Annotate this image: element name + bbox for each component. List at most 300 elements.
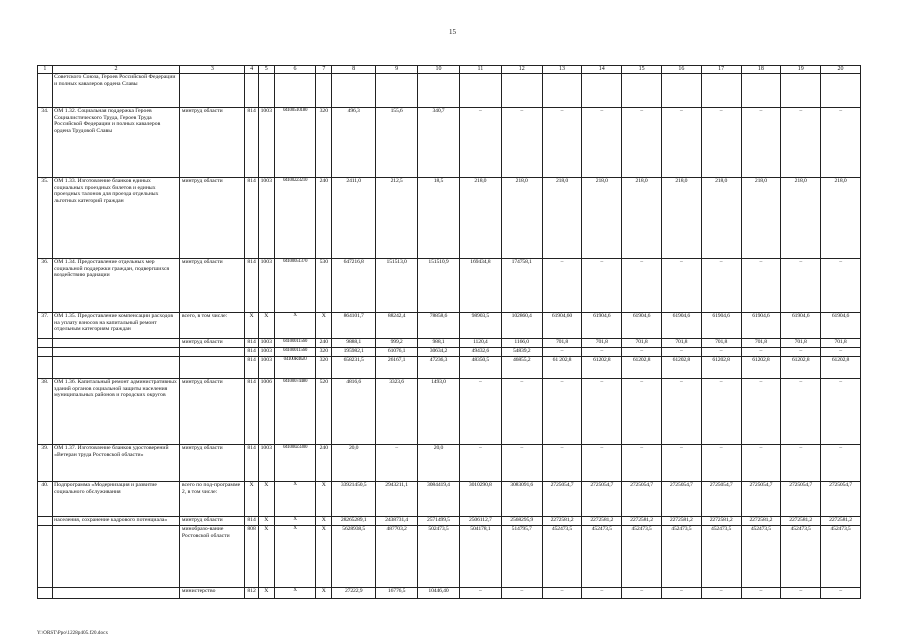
executor: минтруд области bbox=[180, 339, 245, 348]
amount-cell: 47236,3 bbox=[418, 357, 460, 379]
amount-cell: 61904,6 bbox=[781, 313, 821, 339]
activity-name bbox=[52, 588, 180, 599]
amount-cell: – bbox=[821, 379, 861, 445]
amount-cell: 514795,7 bbox=[501, 526, 542, 588]
code-grbs: X bbox=[245, 482, 259, 517]
executor: минтруд области bbox=[180, 259, 245, 313]
row-number: 38. bbox=[38, 379, 53, 445]
executor bbox=[180, 357, 245, 379]
code-section: 1003 bbox=[258, 357, 274, 379]
amount-cell: 61202,8 bbox=[582, 357, 622, 379]
amount-cell: 218,0 bbox=[622, 178, 662, 259]
amount-cell: 452473,5 bbox=[741, 526, 781, 588]
code-section: 1003 bbox=[258, 108, 274, 178]
amount-cell: 27222,9 bbox=[332, 588, 376, 599]
code-grbs: 814 bbox=[245, 259, 259, 313]
amount-cell: 88242,4 bbox=[376, 313, 418, 339]
column-header: 14 bbox=[582, 66, 622, 74]
amount-cell: 3323,6 bbox=[376, 379, 418, 445]
amount-cell: 218,0 bbox=[459, 178, 501, 259]
amount-cell: – bbox=[781, 445, 821, 482]
amount-cell: 18,5 bbox=[418, 178, 460, 259]
table-row bbox=[38, 357, 861, 379]
amount-cell: 218,0 bbox=[821, 178, 861, 259]
code-grbs: 814 bbox=[245, 379, 259, 445]
amount-cell: 61904,6 bbox=[821, 313, 861, 339]
executor: минтруд области bbox=[180, 379, 245, 445]
column-header: 17 bbox=[701, 66, 741, 74]
code-section: 1003 bbox=[258, 178, 274, 259]
activity-name: ОМ 1.37. Изготовление бланков удостоверений «Ветеран труда Ростовской области» bbox=[52, 445, 180, 482]
amount-cell: 452473,5 bbox=[701, 526, 741, 588]
amount-cell: 701,8 bbox=[781, 339, 821, 348]
amount-cell bbox=[701, 74, 741, 108]
column-header: 11 bbox=[459, 66, 501, 74]
executor: минтруд области bbox=[180, 108, 245, 178]
amount-cell: 33921450,5 bbox=[332, 482, 376, 517]
amount-cell: – bbox=[622, 588, 662, 599]
row-number bbox=[38, 357, 53, 379]
amount-cell: 2272581,2 bbox=[741, 517, 781, 526]
amount-cell bbox=[661, 74, 701, 108]
amount-cell: 988,1 bbox=[418, 339, 460, 348]
amount-cell: 2725054,7 bbox=[582, 482, 622, 517]
column-header: 10 bbox=[418, 66, 460, 74]
footer-file-path: Y:\ORST\Ppo\1228p405.f20.docx bbox=[37, 631, 109, 636]
amount-cell: 98903,5 bbox=[459, 313, 501, 339]
code-grbs: 814 bbox=[245, 357, 259, 379]
code-section: 1006 bbox=[258, 379, 274, 445]
amount-cell: – bbox=[501, 445, 542, 482]
amount-cell: 658231,5 bbox=[332, 357, 376, 379]
executor bbox=[180, 348, 245, 357]
executor: министерство bbox=[180, 588, 245, 599]
amount-cell: 999,2 bbox=[376, 339, 418, 348]
code-section: X bbox=[258, 517, 274, 526]
activity-name bbox=[52, 339, 180, 348]
row-number: 35. bbox=[38, 178, 53, 259]
amount-cell: – bbox=[459, 445, 501, 482]
column-header: 2 bbox=[52, 66, 180, 74]
amount-cell: 212,5 bbox=[376, 178, 418, 259]
amount-cell: – bbox=[661, 348, 701, 357]
amount-cell: 452473,5 bbox=[582, 526, 622, 588]
code-expense-type: X bbox=[316, 313, 332, 339]
code-grbs: 812 bbox=[245, 588, 259, 599]
column-header: 7 bbox=[316, 66, 332, 74]
amount-cell bbox=[741, 74, 781, 108]
code-section bbox=[258, 74, 274, 108]
amount-cell: 2571499,5 bbox=[418, 517, 460, 526]
amount-cell: 28265289,1 bbox=[332, 517, 376, 526]
amount-cell: 102860,4 bbox=[501, 313, 542, 339]
table-row bbox=[38, 445, 861, 482]
row-number bbox=[38, 348, 53, 357]
column-header: 8 bbox=[332, 66, 376, 74]
activity-name: Подпрограмма «Модернизация и развитие социального обслуживания bbox=[52, 482, 180, 517]
executor: минтруд области bbox=[180, 178, 245, 259]
column-header: 4 bbox=[245, 66, 259, 74]
amount-cell: – bbox=[582, 588, 622, 599]
row-number bbox=[38, 588, 53, 599]
table-row bbox=[38, 108, 861, 178]
amount-cell bbox=[332, 74, 376, 108]
column-header: 16 bbox=[661, 66, 701, 74]
row-number: 39. bbox=[38, 445, 53, 482]
amount-cell: 155,6 bbox=[376, 108, 418, 178]
column-header: 5 bbox=[258, 66, 274, 74]
amount-cell: 340,7 bbox=[418, 108, 460, 178]
amount-cell: 2272581,2 bbox=[781, 517, 821, 526]
code-grbs: 814 bbox=[245, 178, 259, 259]
executor: минобразо-вание Ростовской области bbox=[180, 526, 245, 588]
code-target: X bbox=[274, 588, 316, 599]
amount-cell: 496,3 bbox=[332, 108, 376, 178]
code-target: 04100074480 bbox=[274, 379, 316, 445]
code-expense-type: 520 bbox=[316, 379, 332, 445]
amount-cell bbox=[459, 74, 501, 108]
amount-cell bbox=[821, 74, 861, 108]
table-row bbox=[38, 348, 861, 357]
amount-cell: – bbox=[661, 588, 701, 599]
amount-cell: 61904,6 bbox=[741, 313, 781, 339]
amount-cell: 61 202,8 bbox=[542, 357, 582, 379]
amount-cell: 452473,5 bbox=[821, 526, 861, 588]
amount-cell bbox=[622, 74, 662, 108]
row-number: 34. bbox=[38, 108, 53, 178]
amount-cell: 452473,5 bbox=[661, 526, 701, 588]
code-expense-type: X bbox=[316, 526, 332, 588]
amount-cell: 61076,1 bbox=[376, 348, 418, 357]
amount-cell: – bbox=[701, 259, 741, 313]
amount-cell: – bbox=[376, 445, 418, 482]
activity-name: Советского Союза, Героев Российской Федерации и полных кавалеров ордена Славы bbox=[52, 74, 180, 108]
amount-cell: – bbox=[781, 108, 821, 178]
amount-cell: – bbox=[821, 108, 861, 178]
amount-cell: – bbox=[701, 348, 741, 357]
column-header: 19 bbox=[781, 66, 821, 74]
amount-cell: 2725054,7 bbox=[821, 482, 861, 517]
code-target: 04100510180 bbox=[274, 108, 316, 178]
amount-cell: 2411,0 bbox=[332, 178, 376, 259]
code-grbs bbox=[245, 74, 259, 108]
amount-cell: – bbox=[542, 445, 582, 482]
amount-cell: – bbox=[781, 379, 821, 445]
code-expense-type: 240 bbox=[316, 445, 332, 482]
code-target bbox=[274, 74, 316, 108]
activity-name: ОМ 1.33. Изготовление бланков единых социальных проездных билетов и единых проездных талонов для проезда отдельных льготных категорий граждан bbox=[52, 178, 180, 259]
amount-cell: 78858,6 bbox=[418, 313, 460, 339]
amount-cell: 452473,5 bbox=[622, 526, 662, 588]
amount-cell: – bbox=[741, 348, 781, 357]
amount-cell: – bbox=[781, 588, 821, 599]
code-expense-type: X bbox=[316, 482, 332, 517]
amount-cell: 2725054,7 bbox=[741, 482, 781, 517]
executor: минтруд области bbox=[180, 517, 245, 526]
amount-cell: 151510,9 bbox=[418, 259, 460, 313]
budget-table bbox=[37, 65, 861, 599]
amount-cell: – bbox=[741, 379, 781, 445]
amount-cell: 2272581,2 bbox=[821, 517, 861, 526]
column-header: 9 bbox=[376, 66, 418, 74]
amount-cell bbox=[542, 74, 582, 108]
row-number bbox=[38, 517, 53, 526]
amount-cell: 61202,8 bbox=[781, 357, 821, 379]
amount-cell: 61202,8 bbox=[622, 357, 662, 379]
amount-cell: 3010290,8 bbox=[459, 482, 501, 517]
amount-cell: – bbox=[821, 588, 861, 599]
code-grbs: 814 bbox=[245, 517, 259, 526]
code-expense-type: 240 bbox=[316, 339, 332, 348]
amount-cell: 61904,6 bbox=[582, 313, 622, 339]
amount-cell: 2272581,2 bbox=[582, 517, 622, 526]
amount-cell: 701,8 bbox=[701, 339, 741, 348]
code-expense-type bbox=[316, 74, 332, 108]
column-header: 20 bbox=[821, 66, 861, 74]
table-row bbox=[38, 339, 861, 348]
amount-cell: 701,8 bbox=[622, 339, 662, 348]
code-expense-type: X bbox=[316, 517, 332, 526]
amount-cell: – bbox=[741, 588, 781, 599]
amount-cell: 151513,0 bbox=[376, 259, 418, 313]
activity-name: ОМ 1.34. Предоставление отдельных мер социальной поддержки граждан, подвергшихся воздействию радиации bbox=[52, 259, 180, 313]
amount-cell: 20,0 bbox=[418, 445, 460, 482]
amount-cell: 61904,6 bbox=[661, 313, 701, 339]
row-number bbox=[38, 339, 53, 348]
column-header: 18 bbox=[741, 66, 781, 74]
amount-cell: 10446,40 bbox=[418, 588, 460, 599]
amount-cell: 1493,0 bbox=[418, 379, 460, 445]
code-section: X bbox=[258, 313, 274, 339]
row-number bbox=[38, 526, 53, 588]
row-number: 40. bbox=[38, 482, 53, 517]
amount-cell: – bbox=[701, 108, 741, 178]
column-header: 1 bbox=[38, 66, 53, 74]
amount-cell: 2272581,2 bbox=[661, 517, 701, 526]
amount-cell bbox=[501, 74, 542, 108]
amount-cell: 4816,6 bbox=[332, 379, 376, 445]
amount-cell: 16776,5 bbox=[376, 588, 418, 599]
executor bbox=[180, 74, 245, 108]
amount-cell: – bbox=[821, 445, 861, 482]
code-section: X bbox=[258, 526, 274, 588]
amount-cell: 504178,1 bbox=[459, 526, 501, 588]
amount-cell: 218,0 bbox=[701, 178, 741, 259]
amount-cell: 3084419,4 bbox=[418, 482, 460, 517]
amount-cell: 3083091,6 bbox=[501, 482, 542, 517]
code-section: X bbox=[258, 482, 274, 517]
amount-cell: – bbox=[459, 588, 501, 599]
amount-cell: 218,0 bbox=[741, 178, 781, 259]
amount-cell: 701,8 bbox=[821, 339, 861, 348]
amount-cell: – bbox=[701, 445, 741, 482]
row-number: 37. bbox=[38, 313, 53, 339]
amount-cell: – bbox=[821, 259, 861, 313]
amount-cell: – bbox=[582, 348, 622, 357]
page-number: 15 bbox=[449, 28, 456, 36]
amount-cell: – bbox=[622, 259, 662, 313]
amount-cell: 502473,5 bbox=[418, 526, 460, 588]
amount-cell: 701,8 bbox=[582, 339, 622, 348]
amount-cell: 452473,5 bbox=[781, 526, 821, 588]
activity-name bbox=[52, 357, 180, 379]
code-target: 04100223210 bbox=[274, 178, 316, 259]
table-row bbox=[38, 74, 861, 108]
amount-cell: – bbox=[661, 259, 701, 313]
amount-cell: 195982,1 bbox=[332, 348, 376, 357]
amount-cell: 647216,8 bbox=[332, 259, 376, 313]
amount-cell bbox=[781, 74, 821, 108]
header-row bbox=[38, 66, 861, 74]
code-grbs: 814 bbox=[245, 108, 259, 178]
activity-name bbox=[52, 526, 180, 588]
amount-cell: 2725054,7 bbox=[781, 482, 821, 517]
code-target: 04100023300 bbox=[274, 445, 316, 482]
amount-cell: – bbox=[622, 379, 662, 445]
code-target: X bbox=[274, 526, 316, 588]
table-row bbox=[38, 178, 861, 259]
column-header: 12 bbox=[501, 66, 542, 74]
amount-cell: 218,0 bbox=[501, 178, 542, 259]
activity-name: населения, сохранение кадрового потенциала» bbox=[52, 517, 180, 526]
amount-cell bbox=[418, 74, 460, 108]
row-number: 36. bbox=[38, 259, 53, 313]
amount-cell: – bbox=[542, 379, 582, 445]
amount-cell: 452473,5 bbox=[542, 526, 582, 588]
code-expense-type: X bbox=[316, 588, 332, 599]
amount-cell: 218,0 bbox=[781, 178, 821, 259]
amount-cell: – bbox=[821, 348, 861, 357]
amount-cell: – bbox=[741, 445, 781, 482]
amount-cell: 701,8 bbox=[661, 339, 701, 348]
code-section: 1003 bbox=[258, 259, 274, 313]
amount-cell: 701,8 bbox=[741, 339, 781, 348]
activity-name: ОМ 1.36. Капитальный ремонт административных зданий органов социальной защиты населения муниципальных районов и городских округов bbox=[52, 379, 180, 445]
amount-cell: – bbox=[741, 108, 781, 178]
amount-cell: 701,8 bbox=[542, 339, 582, 348]
code-target: 04100051370 bbox=[274, 259, 316, 313]
amount-cell: 2506112,7 bbox=[459, 517, 501, 526]
amount-cell: – bbox=[622, 445, 662, 482]
amount-cell: 46855,2 bbox=[501, 357, 542, 379]
amount-cell: – bbox=[622, 348, 662, 357]
code-target: X bbox=[274, 517, 316, 526]
amount-cell: 54839,2 bbox=[501, 348, 542, 357]
amount-cell: – bbox=[741, 259, 781, 313]
amount-cell: – bbox=[701, 379, 741, 445]
amount-cell: 2725054,7 bbox=[701, 482, 741, 517]
amount-cell: – bbox=[501, 379, 542, 445]
amount-cell: 61904,6 bbox=[622, 313, 662, 339]
table-row bbox=[38, 313, 861, 339]
amount-cell bbox=[582, 74, 622, 108]
code-grbs: 808 bbox=[245, 526, 259, 588]
amount-cell: – bbox=[661, 445, 701, 482]
amount-cell: 218,0 bbox=[542, 178, 582, 259]
code-grbs: 814 bbox=[245, 445, 259, 482]
amount-cell bbox=[376, 74, 418, 108]
code-target: 04100R4620 bbox=[274, 357, 316, 379]
amount-cell: 48350,5 bbox=[459, 357, 501, 379]
amount-cell: – bbox=[582, 445, 622, 482]
amount-cell: – bbox=[622, 108, 662, 178]
executor: всего, в том числе: bbox=[180, 313, 245, 339]
activity-name: ОМ 1.35. Предоставление компенсации расходов на уплату взносов на капитальный ремонт отдельным категориям граждан bbox=[52, 313, 180, 339]
code-expense-type: 320 bbox=[316, 348, 332, 357]
code-grbs: 814 bbox=[245, 348, 259, 357]
amount-cell: 218,0 bbox=[661, 178, 701, 259]
amount-cell: 1166,0 bbox=[501, 339, 542, 348]
code-target: X bbox=[274, 482, 316, 517]
amount-cell: 2943211,1 bbox=[376, 482, 418, 517]
amount-cell: 61202,8 bbox=[821, 357, 861, 379]
amount-cell: – bbox=[582, 379, 622, 445]
amount-cell: 61202,8 bbox=[701, 357, 741, 379]
amount-cell: – bbox=[781, 348, 821, 357]
amount-cell: 61202,8 bbox=[741, 357, 781, 379]
amount-cell: – bbox=[661, 108, 701, 178]
column-header: 6 bbox=[274, 66, 316, 74]
amount-cell: – bbox=[501, 588, 542, 599]
table-row bbox=[38, 517, 861, 526]
amount-cell: – bbox=[701, 588, 741, 599]
amount-cell: 2725054,7 bbox=[622, 482, 662, 517]
amount-cell: 2568295,9 bbox=[501, 517, 542, 526]
column-header: 15 bbox=[622, 66, 662, 74]
amount-cell: – bbox=[542, 588, 582, 599]
amount-cell: 30634,2 bbox=[418, 348, 460, 357]
amount-cell: – bbox=[582, 259, 622, 313]
activity-name: ОМ 1.32. Социальная поддержка Героев Социалистического Труда, Героев Труда Российской Федерации и полных кавалеров ордена Трудовой Славы bbox=[52, 108, 180, 178]
amount-cell: 2272581,2 bbox=[542, 517, 582, 526]
amount-cell: 61202,8 bbox=[661, 357, 701, 379]
amount-cell: – bbox=[542, 259, 582, 313]
code-target: 04100011560 bbox=[274, 339, 316, 348]
code-target: X bbox=[274, 313, 316, 339]
executor: минтруд области bbox=[180, 445, 245, 482]
amount-cell: – bbox=[459, 379, 501, 445]
amount-cell: 2272581,2 bbox=[701, 517, 741, 526]
amount-cell: 487703,2 bbox=[376, 526, 418, 588]
amount-cell: 5628938,5 bbox=[332, 526, 376, 588]
code-expense-type: 240 bbox=[316, 178, 332, 259]
amount-cell: – bbox=[781, 259, 821, 313]
table-row bbox=[38, 259, 861, 313]
amount-cell: 26167,1 bbox=[376, 357, 418, 379]
amount-cell: 2438731,4 bbox=[376, 517, 418, 526]
amount-cell: 864101,7 bbox=[332, 313, 376, 339]
code-grbs: X bbox=[245, 313, 259, 339]
amount-cell: 20,0 bbox=[332, 445, 376, 482]
table-row bbox=[38, 379, 861, 445]
amount-cell: – bbox=[542, 108, 582, 178]
amount-cell: 174758,1 bbox=[501, 259, 542, 313]
code-section: 1003 bbox=[258, 445, 274, 482]
amount-cell: 1120,4 bbox=[459, 339, 501, 348]
amount-cell: 9888,1 bbox=[332, 339, 376, 348]
code-section: X bbox=[258, 588, 274, 599]
amount-cell: 61904,6 bbox=[701, 313, 741, 339]
code-expense-type: 530 bbox=[316, 259, 332, 313]
amount-cell: 169434,8 bbox=[459, 259, 501, 313]
amount-cell: 2272581,2 bbox=[622, 517, 662, 526]
table-row bbox=[38, 482, 861, 517]
amount-cell: – bbox=[459, 108, 501, 178]
amount-cell: – bbox=[582, 108, 622, 178]
code-section: 1003 bbox=[258, 339, 274, 348]
code-section: 1003 bbox=[258, 348, 274, 357]
code-expense-type: 320 bbox=[316, 357, 332, 379]
